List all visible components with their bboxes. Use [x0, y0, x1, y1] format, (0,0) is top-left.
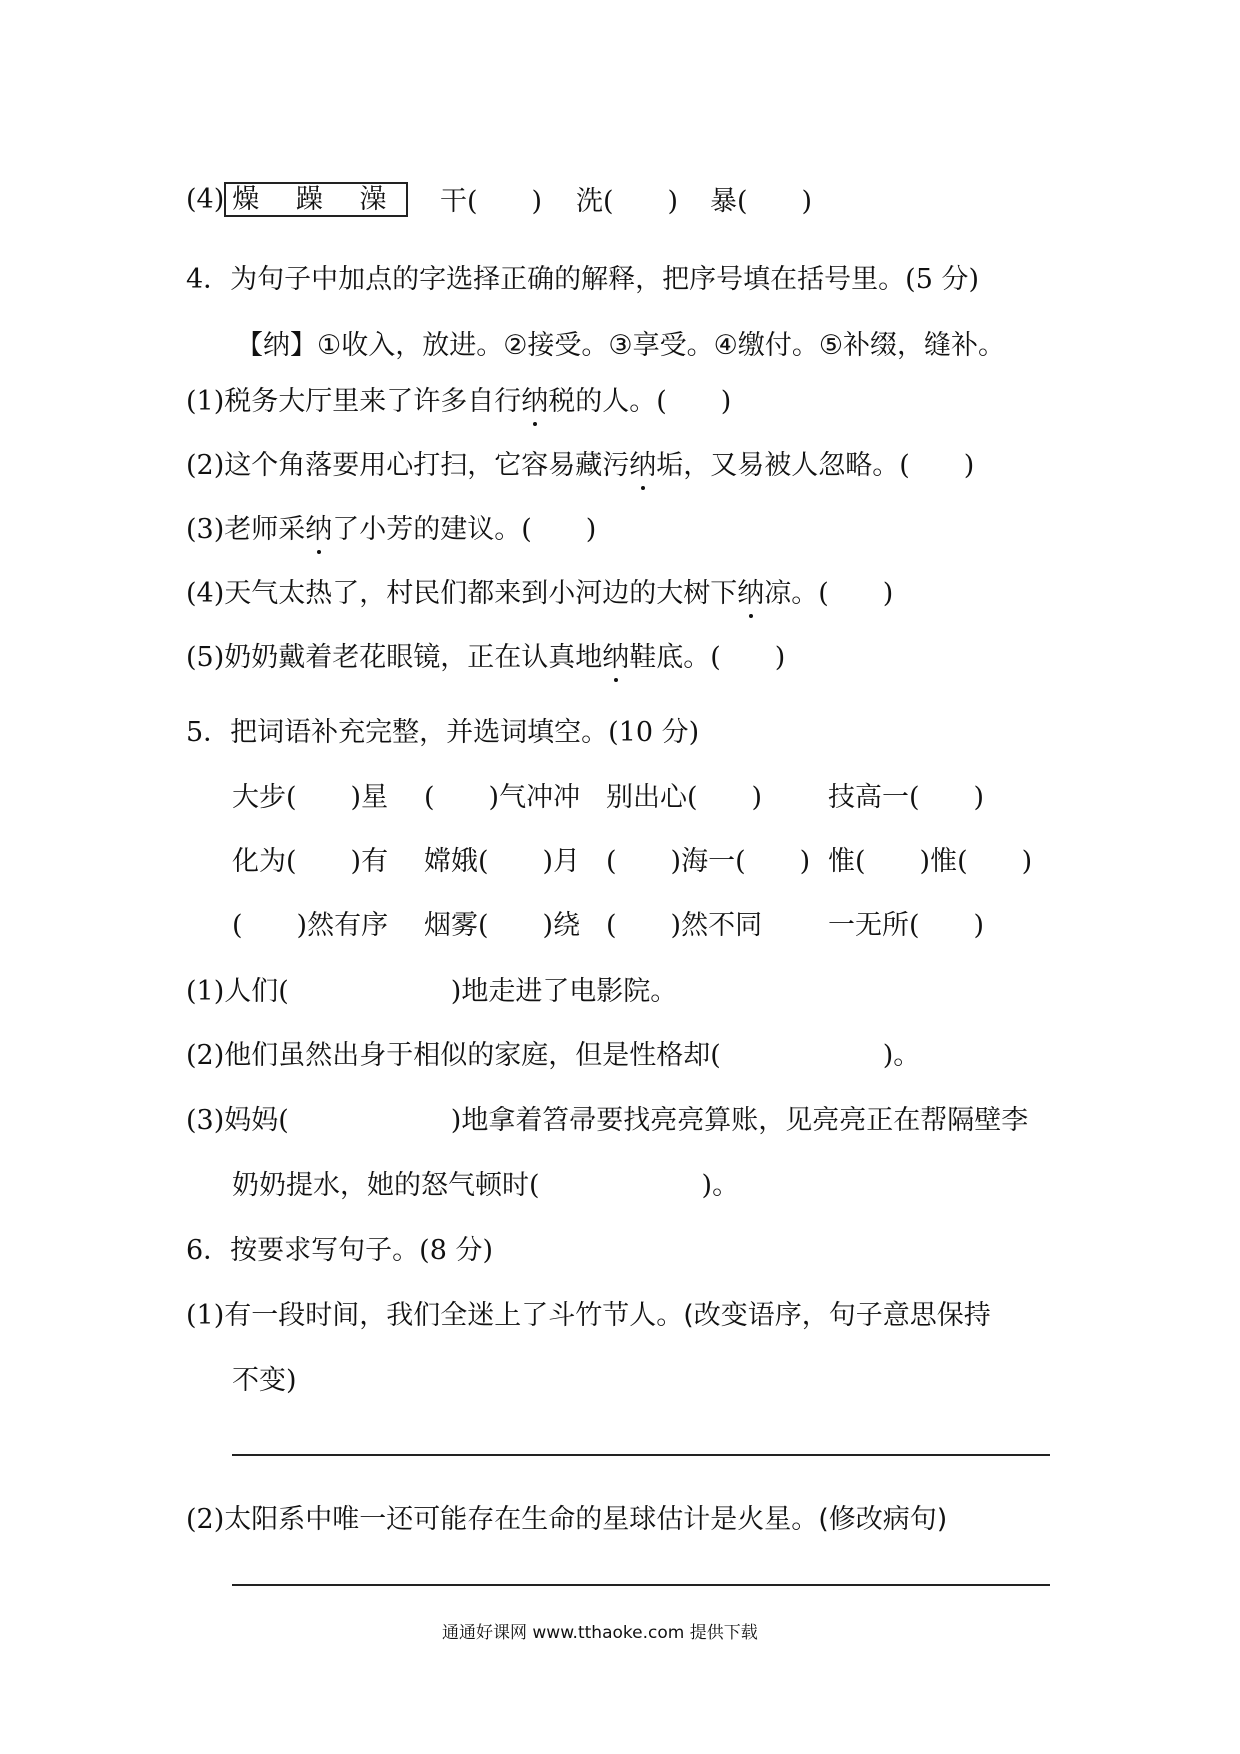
q3-item-4 [186, 182, 408, 218]
q5-title: 5．把词语补充完整，并选词填空。(10 分) [186, 717, 700, 748]
q4-definition: 【纳】①收入，放进。②接受。③享受。④缴付。⑤补缀，缝补。 [236, 330, 1006, 361]
q3-fill-2: 洗( ) [576, 186, 679, 217]
q4-item-5: (5)奶奶戴着老花眼镜，正在认真地纳鞋底。( ) [186, 640, 785, 676]
q5-word: 化为( )有 [232, 846, 389, 877]
q4-title: 4．为句子中加点的字选择正确的解释，把序号填在括号里。(5 分) [186, 264, 980, 295]
dotted-char: 纳 [305, 512, 332, 548]
dotted-char: 纳 [602, 640, 629, 676]
answer-line-1[interactable] [232, 1454, 1050, 1456]
answer-line-2[interactable] [232, 1584, 1050, 1586]
q5-word: ( )然有序 [232, 910, 389, 941]
q4-item-2: (2)这个角落要用心打扫，它容易藏污纳垢，又易被人忽略。( ) [186, 448, 974, 484]
q5-word: 嫦娥( )月 [424, 846, 581, 877]
dotted-char: 纳 [629, 448, 656, 484]
q3-item-prefix: (4) [186, 184, 225, 215]
footer-source: 通通好课网 www.tthaoke.com 提供下载 [442, 1623, 758, 1643]
q4-item-3: (3)老师采纳了小芳的建议。( ) [186, 512, 596, 548]
q5-word: 烟雾( )绕 [424, 910, 581, 941]
q6-sentence-1-cont: 不变) [232, 1365, 297, 1396]
q5-sentence-1: (1)人们( )地走进了电影院。 [186, 976, 678, 1007]
q3-char-box: 燥 躁 澡 [224, 182, 408, 217]
q5-sentence-3b: 奶奶提水，她的怒气顿时( )。 [232, 1170, 740, 1201]
q5-word: ( )气冲冲 [424, 782, 581, 813]
q5-word: 别出心( ) [606, 782, 763, 813]
q5-word: 技高一( ) [828, 782, 985, 813]
q6-title: 6．按要求写句子。(8 分) [186, 1235, 494, 1266]
q3-fill-1: 干( ) [440, 186, 543, 217]
q5-sentence-3a: (3)妈妈( )地拿着笤帚要找亮亮算账，见亮亮正在帮隔壁李 [186, 1105, 1029, 1136]
q6-sentence-2: (2)太阳系中唯一还可能存在生命的星球估计是火星。(修改病句) [186, 1504, 948, 1535]
q6-sentence-1: (1)有一段时间，我们全迷上了斗竹节人。(改变语序，句子意思保持 [186, 1300, 991, 1331]
q3-fill-3: 暴( ) [710, 186, 813, 217]
q5-sentence-2: (2)他们虽然出身于相似的家庭，但是性格却( )。 [186, 1040, 921, 1071]
dotted-char: 纳 [737, 576, 764, 612]
q4-item-4: (4)天气太热了，村民们都来到小河边的大树下纳凉。( ) [186, 576, 893, 612]
dotted-char: 纳 [521, 384, 548, 420]
q5-word: ( )然不同 [606, 910, 763, 941]
q5-word: 惟( )惟( ) [828, 846, 1033, 877]
q5-word: 大步( )星 [232, 782, 389, 813]
q6-requirement-2: (修改病句) [818, 1504, 948, 1535]
q4-item-1: (1)税务大厅里来了许多自行纳税的人。( ) [186, 384, 731, 420]
q5-word: 一无所( ) [828, 910, 985, 941]
q6-requirement-1: (改变语序，句子意思保持 [683, 1300, 991, 1331]
q5-word: ( )海一( ) [606, 846, 811, 877]
